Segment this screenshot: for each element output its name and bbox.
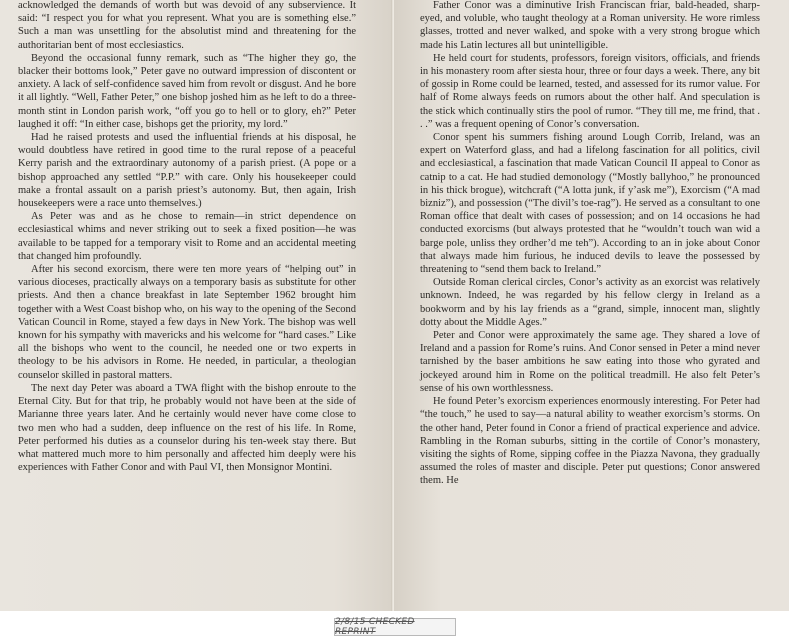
right-page-text <box>420 0 760 488</box>
paragraph: Beyond the occasional funny remark, such as “The higher they go, the blacker their bottoms look,” Peter gave no outward impression of discontent or anxiety. A lack of self-confidence saved him from revolt or disgust. And he bore it all lightly. “Well, Father Peter,” one bishop joshed him as he left to do a three-month stint in London parish work, “off you go to hell or to glory, eh?” Peter laughed it off: “In either case, bishops get the priority, my lord.” <box>18 52 356 130</box>
paragraph: Had he raised protests and used the influential friends at his disposal, he would doubtless have retired in good time to the rural repose of a peaceful Kerry parish and the extraordinary autonomy of a parish priest. (A pope or a bishop approached any settled “P.P.” with care. Only his housekeeper could make a frontal assault on a parish priest’s autonomy. But, then again, Irish housekeepers were a race unto themselves.) <box>18 132 356 210</box>
right-page <box>394 0 789 611</box>
paragraph: The next day Peter was aboard a TWA flight with the bishop enroute to the Eternal City. But for that trip, he probably would not have been at the side of Marianne three years later. And he certainly would never have come close to two men who had a sudden, deep influence on the rest of his life. In Rome, Peter performed his duties as a counselor during his ten-week stay there. But what mattered much more to him personally and affected him deeply were his experiences with Father Conor and with Paul VI, then Monsignor Montini. <box>18 382 356 474</box>
paragraph: Father Conor was a diminutive Irish Franciscan friar, bald-headed, sharp-eyed, and voluble, who taught theology at a Roman university. He wore rimless glasses, trotted and never walked, and spoke with a very strong brogue which made his Latin lectures all but unintelligible. <box>420 0 760 51</box>
stamp-text: 2/8/15 CHECKED REPRINT <box>335 617 415 637</box>
paragraph: As Peter was and as he chose to remain—in strict dependence on ecclesiastical whims and never striking out to seek a fixed position—he was available to be tapped for a temporary visit to Rome and an accidental meeting that changed him profoundly. <box>18 211 356 262</box>
left-page <box>0 0 393 611</box>
paragraph: acknowledged the demands of worth but was devoid of any subservience. It said: “I respect you for what you represent. What you are is something else.” Such a man was unsettling for the absolutist mind and threatening for the authoritarian bent of most ecclesiastics. <box>18 0 356 51</box>
paragraph: Outside Roman clerical circles, Conor’s activity as an exorcist was relatively unknown. Indeed, he was regarded by his fellow clergy in Ireland as a bookworm and by his lay friends as a “grand, simple, innocent man, slightly dotty about the Middle Ages.” <box>420 277 760 328</box>
paragraph: He found Peter’s exorcism experiences enormously interesting. For Peter had “the touch,” he used to say—a natural ability to weather exorcism’s storms. On the other hand, Peter found in Conor a friend of practical experience and advice. Rambling in the Roman suburbs, sitting in the cortile of Conor’s monastery, visiting the sights of Rome, sipping coffee in the Piazza Navona, they gradually assumed the roles of master and disciple. Peter put questions; Conor answered them. He <box>420 396 760 487</box>
paragraph: He held court for students, professors, foreign visitors, officials, and friends in his monastery room after siesta hour, three or four days a week. There, any bit of gossip in Rome could be learned, tested, and assessed for its rumor value. For half of Rome always feeds on rumors about the other half. And speculation is the stick which continually stirs the pool of rumor. “They till me, me frind, that . . .” was a frequent opening of Conor’s conversation. <box>420 52 760 130</box>
left-page-text <box>18 0 356 474</box>
paragraph: Conor spent his summers fishing around Lough Corrib, Ireland, was an expert on Waterford glass, and had a lifelong fascination for all politics, civil and ecclesiastical, a fascination that made Vatican Council II appeal to Conor as catnip to a cat. He had studied demonology (“Mostly ballyhoo,” he pronounced in his thick brogue), witchcraft (“A lotta junk, if y’ask me”), Exorcism (“A mad bizniz”), and possession (“The divil’s toe-rag”). He served as a consultant to one Roman office that dealt with cases of possession; and on 14 occasions he had conducted exorcisms (but always protested that he “wouldn’t touch wan wid a barge pole, unliss they ordher’d me teh”). According to an in joke about Conor that always made him furious, he induced devils to leave the possessed by threatening to “send them back to Ireland.” <box>420 132 760 276</box>
paragraph: After his second exorcism, there were ten more years of “helping out” in various dioceses, practically always on a temporary basis as substitute for other priests. And then a chance breakfast in late September 1962 brought him together with a West Coast bishop who, on his way to the opening of the Second Vatican Council in Rome, stayed a few days in New York. The bishop was well known for his sympathy with mavericks and his welcome for “hard cases.” Like all the bishops who went to the council, he needed one or two experts in theology to be his advisors in Rome. He needed, in particular, a theologian counselor skilled in pastoral matters. <box>18 264 356 381</box>
paragraph: Peter and Conor were approximately the same age. They shared a love of Ireland and a passion for Rome’s ruins. And Conor sensed in Peter a mind never tarnished by the baser ambitions he saw eating into those who gyrated and jockeyed around him in Rome on the political treadmill. He also felt Peter’s sense of his own worthlessness. <box>420 330 760 394</box>
handwritten-stamp <box>334 618 456 636</box>
